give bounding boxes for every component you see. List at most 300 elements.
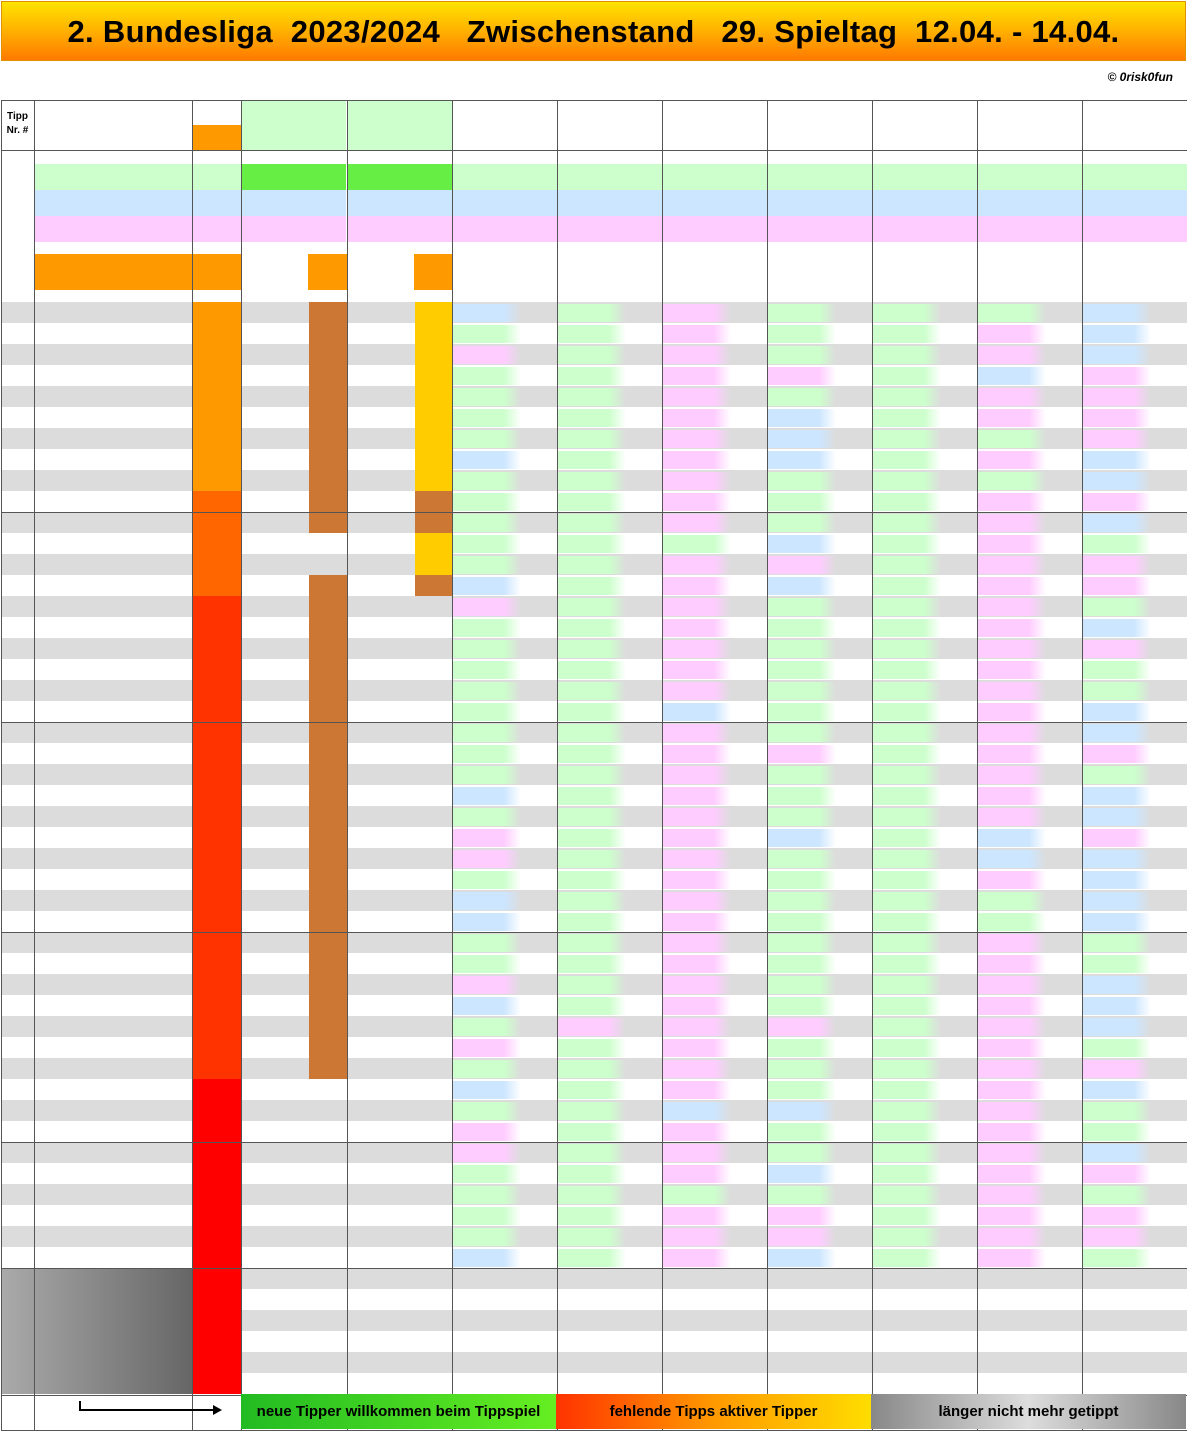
- tip-score: [241, 1163, 308, 1184]
- stat-value: [1082, 164, 1187, 190]
- tipper-name: [1, 617, 192, 638]
- tip-score: [873, 598, 941, 616]
- tip-score: [768, 892, 836, 910]
- tip-points: [309, 344, 347, 365]
- tw-points: [192, 428, 241, 449]
- tipper-name: [1, 512, 192, 533]
- tw-points: [192, 365, 241, 386]
- tip-score: [453, 367, 521, 385]
- stat-value: [557, 164, 662, 190]
- stat-value: [662, 190, 767, 216]
- tageswertung-tw: [192, 254, 241, 290]
- tip-score: [873, 1060, 941, 1078]
- tip-points: [415, 554, 452, 575]
- tip-score: [768, 997, 836, 1015]
- tip-score: [978, 1186, 1046, 1204]
- tip-score: [453, 745, 521, 763]
- stat-spacer: [192, 216, 241, 242]
- tip-score: [241, 890, 308, 911]
- tipper-name: [1, 1121, 192, 1142]
- tip-score: [453, 1039, 521, 1057]
- tip-score: [241, 1037, 308, 1058]
- tip-points: [415, 470, 452, 491]
- tip-score: [873, 409, 941, 427]
- tip-points: [309, 1016, 347, 1037]
- tipper-name: [1, 470, 192, 491]
- stat-value: [1082, 190, 1187, 216]
- match-subtitle: [872, 125, 977, 150]
- tip-score: [978, 1060, 1046, 1078]
- tip-score: [558, 367, 626, 385]
- tw-points: [192, 1226, 241, 1247]
- tageswertung-m2: [414, 254, 452, 290]
- tip-score: [558, 661, 626, 679]
- tipper-name: [1, 743, 192, 764]
- tip-score: [453, 1081, 521, 1099]
- tw-points: [192, 806, 241, 827]
- tip-score: [978, 1228, 1046, 1246]
- tip-score: [558, 703, 626, 721]
- tip-score: [347, 491, 414, 512]
- tip-score: [1083, 1081, 1151, 1099]
- match-name: [347, 100, 452, 125]
- tipper-name: [1, 302, 192, 323]
- stat-value: [872, 216, 977, 242]
- stat-value: [977, 190, 1082, 216]
- tip-score: [347, 428, 414, 449]
- stat-value: [241, 164, 346, 190]
- tip-points: [309, 323, 347, 344]
- tw-points: [192, 596, 241, 617]
- tip-score: [1083, 409, 1151, 427]
- tip-score: [768, 1186, 836, 1204]
- tip-score: [978, 871, 1046, 889]
- tip-score: [347, 617, 414, 638]
- tip-score: [768, 472, 836, 490]
- tip-score: [453, 472, 521, 490]
- tip-score: [558, 1186, 626, 1204]
- tip-points: [309, 764, 347, 785]
- tw-points: [192, 1016, 241, 1037]
- arrow-right-icon: [78, 1400, 223, 1416]
- tip-score: [663, 892, 731, 910]
- tip-score: [347, 869, 414, 890]
- tip-score: [347, 638, 414, 659]
- tipper-name: [1, 911, 192, 932]
- tip-score: [663, 724, 731, 742]
- tip-score: [347, 848, 414, 869]
- tip-score: [978, 913, 1046, 931]
- tip-score: [558, 640, 626, 658]
- tip-score: [663, 997, 731, 1015]
- tw-points: [192, 680, 241, 701]
- tip-points: [415, 365, 452, 386]
- tip-points: [415, 491, 452, 512]
- tip-score: [558, 514, 626, 532]
- match-name: [872, 100, 977, 125]
- tip-score: [1083, 892, 1151, 910]
- tip-score: [241, 722, 308, 743]
- tip-score: [663, 955, 731, 973]
- tip-score: [663, 1186, 731, 1204]
- tip-score: [347, 1226, 414, 1247]
- tip-score: [347, 1247, 414, 1268]
- stat-value: [452, 216, 557, 242]
- tip-score: [978, 451, 1046, 469]
- tip-points: [309, 743, 347, 764]
- tip-score: [663, 1102, 731, 1120]
- tw-points: [192, 974, 241, 995]
- tw-points: [192, 764, 241, 785]
- tip-score: [347, 659, 414, 680]
- stat-value: [557, 190, 662, 216]
- tip-score: [241, 449, 308, 470]
- tip-score: [453, 1018, 521, 1036]
- inactive-tipper-name: [1, 1310, 192, 1331]
- tip-score: [663, 1207, 731, 1225]
- match-subtitle: [1082, 125, 1187, 150]
- tip-score: [768, 913, 836, 931]
- tip-points: [309, 848, 347, 869]
- tip-score: [453, 325, 521, 343]
- tw-points: [192, 1058, 241, 1079]
- tip-points: [309, 617, 347, 638]
- tip-score: [1083, 745, 1151, 763]
- page-title: [1, 1, 1186, 61]
- tip-score: [347, 365, 414, 386]
- tip-score: [768, 745, 836, 763]
- tip-score: [873, 682, 941, 700]
- tip-score: [241, 491, 308, 512]
- tip-score: [873, 535, 941, 553]
- tip-points: [415, 407, 452, 428]
- tip-score: [558, 1060, 626, 1078]
- tip-score: [241, 659, 308, 680]
- tip-score: [768, 934, 836, 952]
- tip-points: [309, 806, 347, 827]
- tipper-name: [1, 1247, 192, 1268]
- tip-score: [873, 640, 941, 658]
- tip-score: [663, 640, 731, 658]
- tip-score: [453, 1123, 521, 1141]
- tipper-name: [1, 575, 192, 596]
- stat-value: [767, 164, 872, 190]
- tipper-name: [1, 1226, 192, 1247]
- tip-score: [663, 514, 731, 532]
- tip-score: [873, 1165, 941, 1183]
- tip-score: [873, 997, 941, 1015]
- tip-score: [873, 1186, 941, 1204]
- tip-score: [241, 701, 308, 722]
- match-name: [977, 100, 1082, 125]
- tipper-name: [1, 827, 192, 848]
- stat-value: [241, 190, 346, 216]
- match-subtitle: [977, 125, 1082, 150]
- tip-score: [978, 619, 1046, 637]
- tip-score: [241, 953, 308, 974]
- match-name: [767, 100, 872, 125]
- tip-score: [241, 344, 308, 365]
- tip-score: [768, 661, 836, 679]
- tip-score: [873, 1228, 941, 1246]
- tip-score: [241, 1184, 308, 1205]
- tip-score: [241, 1016, 308, 1037]
- tip-score: [453, 346, 521, 364]
- tip-score: [241, 575, 308, 596]
- tip-score: [347, 533, 414, 554]
- tip-score: [1083, 850, 1151, 868]
- copyright: © 0risk0fun: [1107, 70, 1173, 84]
- tipper-name: [1, 995, 192, 1016]
- tipper-name: [1, 806, 192, 827]
- tip-score: [241, 638, 308, 659]
- tip-score: [1083, 1165, 1151, 1183]
- tip-score: [768, 367, 836, 385]
- tip-score: [1083, 346, 1151, 364]
- tipper-name: [1, 407, 192, 428]
- tip-score: [768, 703, 836, 721]
- tip-score: [663, 346, 731, 364]
- tip-score: [1083, 325, 1151, 343]
- tip-score: [558, 787, 626, 805]
- tip-score: [768, 1207, 836, 1225]
- tipper-name: [1, 344, 192, 365]
- tip-points: [309, 386, 347, 407]
- tip-score: [978, 1018, 1046, 1036]
- tip-score: [453, 1102, 521, 1120]
- tip-score: [241, 869, 308, 890]
- empty-row: [241, 1331, 1187, 1352]
- tip-score: [768, 304, 836, 322]
- tw-points: [192, 1079, 241, 1100]
- tip-points: [309, 680, 347, 701]
- tip-score: [663, 766, 731, 784]
- tip-score: [1083, 472, 1151, 490]
- tw-points: [192, 1100, 241, 1121]
- tip-points: [309, 449, 347, 470]
- tip-score: [1083, 1060, 1151, 1078]
- tip-score: [978, 430, 1046, 448]
- tw-points: [192, 554, 241, 575]
- tip-score: [453, 829, 521, 847]
- inactive-tipper-name: [1, 1268, 192, 1289]
- tip-points: [309, 428, 347, 449]
- tip-score: [978, 514, 1046, 532]
- tip-score: [453, 766, 521, 784]
- tip-score: [241, 1247, 308, 1268]
- tip-score: [558, 619, 626, 637]
- tip-score: [241, 911, 308, 932]
- tip-score: [347, 596, 414, 617]
- tip-score: [347, 512, 414, 533]
- tip-score: [663, 409, 731, 427]
- tipper-name: [1, 953, 192, 974]
- tip-score: [978, 787, 1046, 805]
- tw-points: [192, 323, 241, 344]
- tip-score: [347, 890, 414, 911]
- empty-row: [241, 1310, 1187, 1331]
- tip-score: [978, 1123, 1046, 1141]
- tip-score: [347, 974, 414, 995]
- match-name: [662, 100, 767, 125]
- tip-score: [241, 932, 308, 953]
- tip-score: [558, 1228, 626, 1246]
- tip-score: [453, 724, 521, 742]
- tip-score: [1083, 1144, 1151, 1162]
- tip-score: [241, 302, 308, 323]
- tip-points: [309, 785, 347, 806]
- tip-score: [453, 787, 521, 805]
- tip-score: [978, 1102, 1046, 1120]
- tw-points: [192, 449, 241, 470]
- tipper-name: [1, 638, 192, 659]
- tip-score: [347, 554, 414, 575]
- tipper-name: [1, 1037, 192, 1058]
- tip-score: [663, 1039, 731, 1057]
- away-win-row-label: [34, 216, 192, 242]
- tip-score: [453, 703, 521, 721]
- tw-points: [192, 638, 241, 659]
- tip-score: [347, 1163, 414, 1184]
- tip-score: [347, 764, 414, 785]
- tip-score: [873, 1018, 941, 1036]
- tip-score: [978, 997, 1046, 1015]
- tip-score: [873, 304, 941, 322]
- stat-value: [452, 164, 557, 190]
- tip-score: [768, 766, 836, 784]
- tw-points: [192, 302, 241, 323]
- tip-score: [873, 787, 941, 805]
- tw-points: [192, 1310, 241, 1331]
- tip-points: [309, 953, 347, 974]
- tip-score: [1083, 766, 1151, 784]
- tip-score: [241, 806, 308, 827]
- tipper-name: [1, 1142, 192, 1163]
- tip-score: [663, 472, 731, 490]
- tip-points: [309, 491, 347, 512]
- tip-score: [768, 829, 836, 847]
- tip-score: [558, 1081, 626, 1099]
- tip-score: [663, 430, 731, 448]
- legend-new-tippers: neue Tipper willkommen beim Tippspiel: [241, 1394, 556, 1429]
- tipper-name: [1, 596, 192, 617]
- tip-score: [241, 1100, 308, 1121]
- tip-score: [453, 682, 521, 700]
- tip-score: [873, 871, 941, 889]
- tip-score: [1083, 577, 1151, 595]
- tip-score: [663, 682, 731, 700]
- tip-score: [978, 409, 1046, 427]
- tip-score: [453, 892, 521, 910]
- tip-score: [347, 386, 414, 407]
- tipper-name: [1, 491, 192, 512]
- tip-score: [347, 911, 414, 932]
- tip-score: [978, 808, 1046, 826]
- tip-score: [873, 1207, 941, 1225]
- tip-score: [347, 701, 414, 722]
- tw-points: [192, 617, 241, 638]
- tip-score: [558, 1102, 626, 1120]
- tip-score: [873, 472, 941, 490]
- tageswertung-m1: [308, 254, 347, 290]
- tip-score: [978, 1249, 1046, 1267]
- tipper-name: [1, 890, 192, 911]
- tipper-name: [1, 848, 192, 869]
- tipper-name: [1, 1100, 192, 1121]
- tip-score: [663, 1228, 731, 1246]
- tip-score: [558, 976, 626, 994]
- tip-score: [663, 535, 731, 553]
- tip-score: [873, 850, 941, 868]
- tip-score: [241, 1142, 308, 1163]
- tw-points: [192, 995, 241, 1016]
- tip-score: [768, 682, 836, 700]
- tip-score: [241, 827, 308, 848]
- tip-score: [241, 1226, 308, 1247]
- tip-score: [453, 1144, 521, 1162]
- tipper-name: [1, 659, 192, 680]
- tip-score: [241, 1058, 308, 1079]
- tip-score: [978, 577, 1046, 595]
- tip-score: [663, 1144, 731, 1162]
- tip-score: [978, 1207, 1046, 1225]
- match-subtitle: [452, 125, 557, 150]
- inactive-tipper-name: [1, 1352, 192, 1373]
- tip-score: [453, 997, 521, 1015]
- tip-score: [453, 1228, 521, 1246]
- tip-score: [663, 577, 731, 595]
- tw-points: [192, 533, 241, 554]
- tip-score: [1083, 451, 1151, 469]
- tip-score: [978, 829, 1046, 847]
- tip-score: [663, 325, 731, 343]
- tip-points: [309, 974, 347, 995]
- tip-score: [1083, 1039, 1151, 1057]
- tip-score: [453, 850, 521, 868]
- tip-points: [309, 911, 347, 932]
- tipper-name: [1, 554, 192, 575]
- tip-score: [873, 451, 941, 469]
- tipper-name: [1, 785, 192, 806]
- tw-points: [192, 1373, 241, 1394]
- tip-score: [873, 745, 941, 763]
- tip-score: [768, 871, 836, 889]
- tip-score: [558, 451, 626, 469]
- tip-score: [558, 955, 626, 973]
- tip-score: [663, 1018, 731, 1036]
- match-name: [452, 100, 557, 125]
- tip-score: [1083, 619, 1151, 637]
- tip-score: [558, 1249, 626, 1267]
- tip-score: [1083, 1228, 1151, 1246]
- tipper-name: [1, 1184, 192, 1205]
- tip-score: [768, 346, 836, 364]
- tw-points: [192, 890, 241, 911]
- tip-score: [241, 785, 308, 806]
- tip-score: [347, 1100, 414, 1121]
- legend-missing-tips: fehlende Tipps aktiver Tipper: [556, 1394, 871, 1429]
- tip-score: [873, 661, 941, 679]
- tip-score: [558, 346, 626, 364]
- tip-score: [347, 785, 414, 806]
- tip-score: [873, 1039, 941, 1057]
- tip-score: [347, 344, 414, 365]
- match-subtitle: [347, 125, 452, 150]
- match-name: [241, 100, 346, 125]
- tip-score: [663, 388, 731, 406]
- match-subtitle: [662, 125, 767, 150]
- tip-score: [663, 1249, 731, 1267]
